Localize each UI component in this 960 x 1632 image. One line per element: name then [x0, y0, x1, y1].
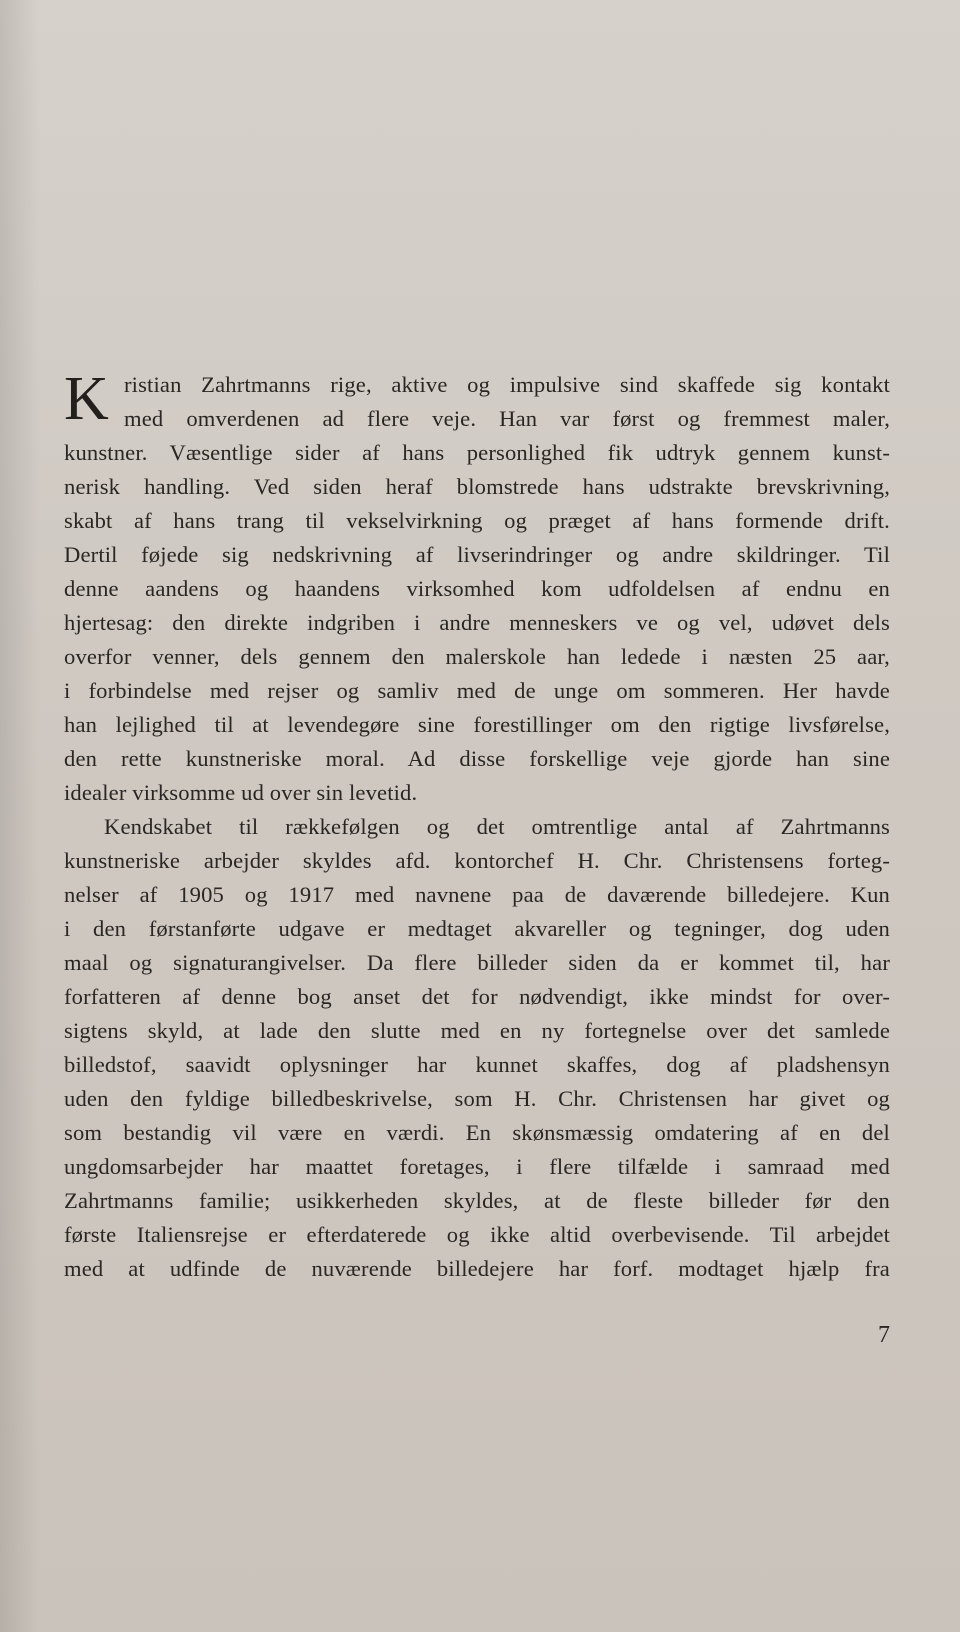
paragraph-2-line: nelser af 1905 og 1917 med navnene paa de daværende billedejere. Kun [64, 882, 890, 907]
paragraph-1-line: i forbindelse med rejser og samliv med de unge om sommeren. Her havde [64, 678, 890, 703]
body-text [64, 365, 890, 1286]
page-number: 7 [878, 1322, 890, 1348]
drop-cap: K [64, 365, 109, 433]
paragraph-2-line: ungdomsarbejder har maattet foretages, i flere tilfælde i samraad med [64, 1154, 890, 1179]
paragraph-2-line: med at udfinde de nuværende billedejere har forf. modtaget hjælp fra [64, 1256, 890, 1281]
paragraph-2-line: sigtens skyld, at lade den slutte med en ny fortegnelse over det samlede [64, 1018, 890, 1043]
paragraph-2-line: billedstof, saavidt oplysninger har kunnet skaffes, dog af pladshensyn [64, 1052, 890, 1077]
paragraph-2-line: forfatteren af denne bog anset det for nødvendigt, ikke mindst for over- [64, 984, 890, 1009]
paragraph-1-line: kunstner. Væsentlige sider af hans personlighed fik udtryk gennem kunst- [64, 440, 890, 465]
paragraph-1-line: han lejlighed til at levendegøre sine forestillinger om den rigtige livsførelse, [64, 712, 890, 737]
paragraph-2-line: i den førstanførte udgave er medtaget akvareller og tegninger, dog uden [64, 916, 890, 941]
paragraph-2-line: uden den fyldige billedbeskrivelse, som H. Chr. Christensen har givet og [64, 1086, 890, 1111]
paragraph-2-line: Kendskabet til rækkefølgen og det omtrentlige antal af Zahrtmanns [104, 814, 890, 839]
paragraph-2-line: kunstneriske arbejder skyldes afd. kontorchef H. Chr. Christensens forteg- [64, 848, 890, 873]
paragraph-1-line: nerisk handling. Ved siden heraf blomstrede hans udstrakte brevskrivning, [64, 474, 890, 499]
paragraph-2-line: Zahrtmanns familie; usikkerheden skyldes, at de fleste billeder før den [64, 1188, 890, 1213]
paragraph-1-line: overfor venner, dels gennem den malerskole han ledede i næsten 25 aar, [64, 644, 890, 669]
paragraph-1-line: idealer virksomme ud over sin levetid. [64, 780, 418, 805]
paragraph-2-line: maal og signaturangivelser. Da flere billeder siden da er kommet til, har [64, 950, 890, 975]
page-edge-shadow [0, 0, 40, 1632]
paragraph-1-line-text: ristian Zahrtmanns rige, aktive og impulsive sind skaffede sig kontakt [124, 372, 890, 397]
paragraph-1-line: skabt af hans trang til vekselvirkning og præget af hans formende drift. [64, 508, 890, 533]
paragraph-1-line: den rette kunstneriske moral. Ad disse forskellige veje gjorde han sine [64, 746, 890, 771]
paragraph-1-line: Dertil føjede sig nedskrivning af livserindringer og andre skildringer. Til [64, 542, 890, 567]
paragraph-1-line: denne aandens og haandens virksomhed kom udfoldelsen af endnu en [64, 576, 890, 601]
paragraph-2-line: første Italiensrejse er efterdaterede og ikke altid overbevisende. Til arbejdet [64, 1222, 890, 1247]
paragraph-2-line: som bestandig vil være en værdi. En skønsmæssig omdatering af en del [64, 1120, 890, 1145]
paragraph-1-line: hjertesag: den direkte indgriben i andre menneskers ve og vel, udøvet dels [64, 610, 890, 635]
paragraph-1-line: med omverdenen ad flere veje. Han var først og fremmest maler, [124, 406, 890, 431]
